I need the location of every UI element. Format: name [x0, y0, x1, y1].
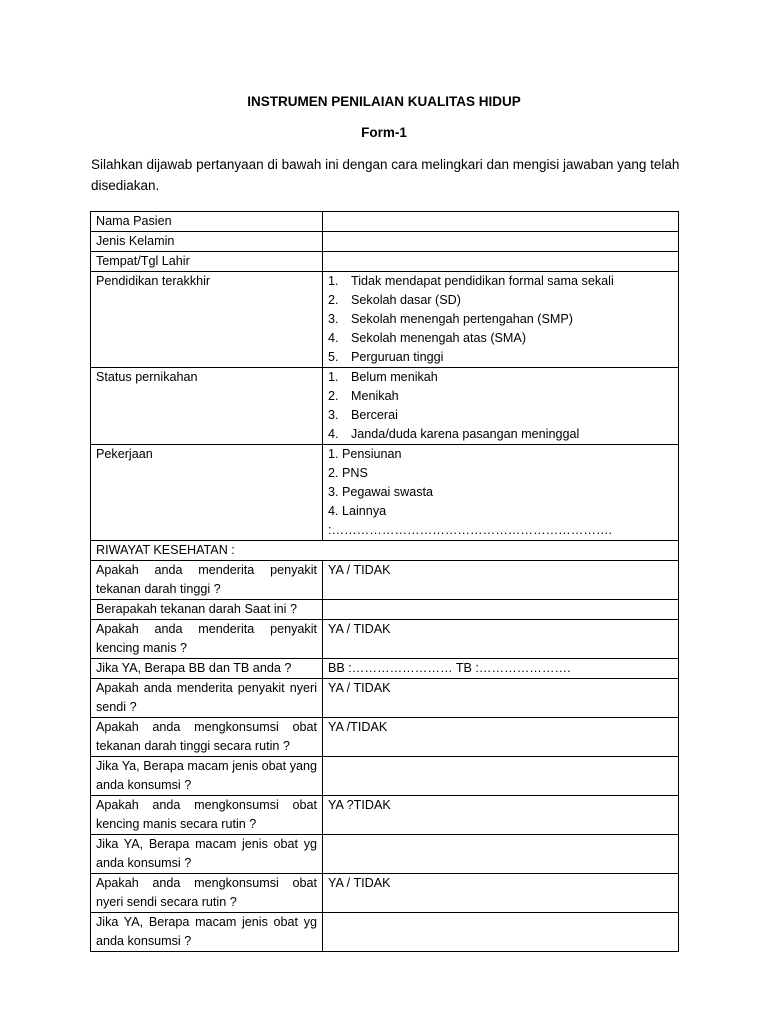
education-label: Pendidikan terakkhir: [91, 272, 323, 368]
table-row: [91, 718, 679, 757]
table-row: [91, 913, 679, 952]
health-answer[interactable]: YA / TIDAK: [323, 679, 679, 718]
table-row: [91, 232, 679, 252]
health-question: Apakah anda mengkonsumsi obat kencing manis secara rutin ?: [91, 796, 323, 835]
form-table: [90, 211, 679, 952]
table-row: [91, 561, 679, 600]
birth-label: Tempat/Tgl Lahir: [91, 252, 323, 272]
health-answer[interactable]: YA / TIDAK: [323, 874, 679, 913]
marital-option[interactable]: 3. Bercerai: [328, 408, 398, 422]
health-question: Apakah anda menderita penyakit tekanan darah tinggi ?: [91, 561, 323, 600]
page-title: INSTRUMEN PENILAIAN KUALITAS HIDUP: [247, 94, 521, 109]
table-row: [91, 600, 679, 620]
table-row: [91, 212, 679, 232]
education-options: [328, 272, 673, 367]
instructions-text: Silahkan dijawab pertanyaan di bawah ini dengan cara melingkari dan mengisi jawaban yang telah disediakan.: [91, 157, 680, 193]
education-option[interactable]: 2. Sekolah dasar (SD): [328, 293, 461, 307]
table-row: [91, 368, 679, 445]
marital-options-cell: [323, 368, 679, 445]
health-answer[interactable]: [323, 600, 679, 620]
education-options-cell: [323, 272, 679, 368]
marital-option[interactable]: 4. Janda/duda karena pasangan meninggal: [328, 427, 580, 441]
job-option[interactable]: 3. Pegawai swasta: [328, 485, 434, 499]
gender-label: Jenis Kelamin: [91, 232, 323, 252]
health-answer[interactable]: YA / TIDAK: [323, 561, 679, 600]
marital-option[interactable]: 2. Menikah: [328, 389, 399, 403]
name-answer-cell[interactable]: [323, 212, 679, 232]
table-row: [91, 659, 679, 679]
table-row: [91, 620, 679, 659]
health-question: Apakah anda menderita penyakit nyeri sendi ?: [91, 679, 323, 718]
table-row: [91, 272, 679, 368]
gender-answer-cell[interactable]: [323, 232, 679, 252]
health-answer[interactable]: YA /TIDAK: [323, 718, 679, 757]
table-row: [91, 445, 679, 541]
table-row: [91, 757, 679, 796]
education-option[interactable]: 3. Sekolah menengah pertengahan (SMP): [328, 312, 573, 326]
health-section-label: RIWAYAT KESEHATAN :: [91, 541, 679, 561]
table-row: [91, 835, 679, 874]
job-option[interactable]: 1. Pensiunan: [328, 447, 402, 461]
education-option[interactable]: 4. Sekolah menengah atas (SMA): [328, 331, 527, 345]
health-answer[interactable]: [323, 835, 679, 874]
health-question: Jika Ya, Berapa macam jenis obat yang anda konsumsi ?: [91, 757, 323, 796]
health-question: Jika YA, Berapa macam jenis obat yg anda konsumsi ?: [91, 835, 323, 874]
health-question: Berapakah tekanan darah Saat ini ?: [91, 600, 323, 620]
health-answer[interactable]: BB :…………………… TB :………………….: [323, 659, 679, 679]
marital-option[interactable]: 1. Belum menikah: [328, 370, 438, 384]
table-row: [91, 252, 679, 272]
job-option[interactable]: 4. Lainnya :………………………………………………………….: [328, 504, 613, 537]
health-question: Jika YA, Berapa macam jenis obat yg anda konsumsi ?: [91, 913, 323, 952]
health-question: Apakah anda menderita penyakit kencing manis ?: [91, 620, 323, 659]
health-question: Apakah anda mengkonsumsi obat tekanan darah tinggi secara rutin ?: [91, 718, 323, 757]
table-row: [91, 874, 679, 913]
job-label: Pekerjaan: [91, 445, 323, 541]
form-label: Form-1: [361, 125, 407, 140]
job-options-cell: [323, 445, 679, 541]
birth-answer-cell[interactable]: [323, 252, 679, 272]
health-answer[interactable]: [323, 913, 679, 952]
table-row: [91, 796, 679, 835]
section-row: [91, 541, 679, 561]
education-option[interactable]: 1. Tidak mendapat pendidikan formal sama sekali: [328, 274, 614, 288]
table-row: [91, 679, 679, 718]
marital-options: [328, 368, 673, 444]
health-question: Apakah anda mengkonsumsi obat nyeri sendi secara rutin ?: [91, 874, 323, 913]
name-label: Nama Pasien: [91, 212, 323, 232]
health-question: Jika YA, Berapa BB dan TB anda ?: [91, 659, 323, 679]
health-answer[interactable]: YA / TIDAK: [323, 620, 679, 659]
health-answer[interactable]: [323, 757, 679, 796]
health-answer[interactable]: YA ?TIDAK: [323, 796, 679, 835]
marital-label: Status pernikahan: [91, 368, 323, 445]
education-option[interactable]: 5. Perguruan tinggi: [328, 350, 444, 364]
job-option[interactable]: 2. PNS: [328, 466, 368, 480]
